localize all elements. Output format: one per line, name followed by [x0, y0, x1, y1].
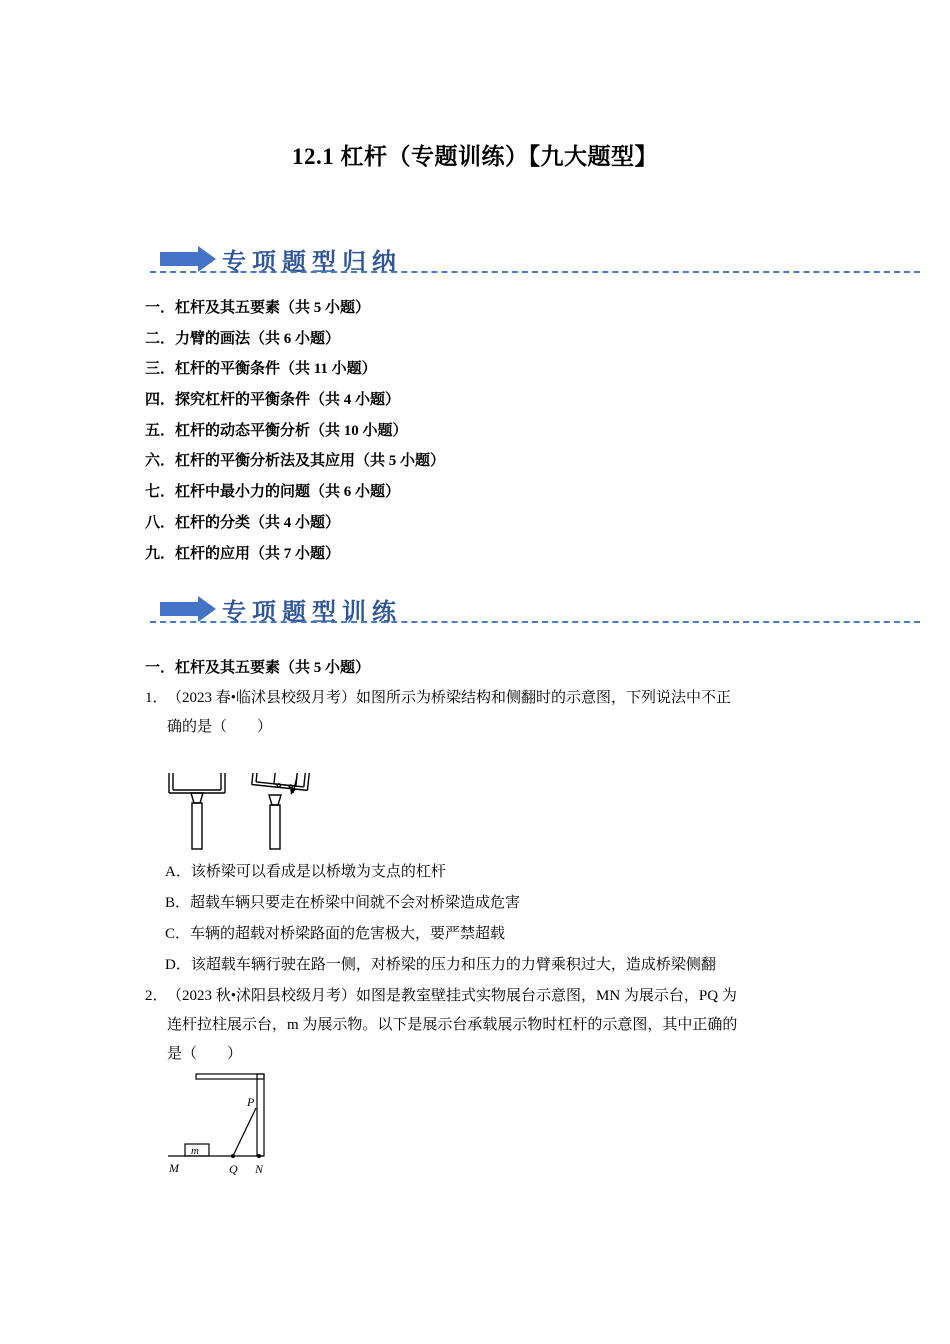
option-d[interactable]: D．该超载车辆行驶在路一侧，对桥梁的压力和压力的力臂乘积过大，造成桥梁侧翻 [165, 957, 716, 973]
label-m: m [191, 1145, 199, 1157]
question-2 [145, 982, 815, 1069]
toc-item[interactable]: 一．杠杆及其五要素（共 5 小题） [145, 300, 371, 316]
option-c[interactable]: C．车辆的超载对桥梁路面的危害极大，要严禁超载 [165, 926, 506, 942]
summary-banner [150, 240, 920, 280]
option-b[interactable]: B．超载车辆只要走在桥梁中间就不会对桥梁造成危害 [165, 895, 521, 911]
arrow-right-icon [160, 596, 218, 622]
option-a[interactable]: A．该桥梁可以看成是以桥墩为支点的杠杆 [165, 864, 446, 880]
arrow-right-icon [160, 246, 218, 272]
label-Q: Q [229, 1162, 238, 1176]
label-p: P [247, 1095, 255, 1109]
question-text: 是（ ） [167, 1046, 243, 1062]
question-number: 1． [145, 690, 168, 706]
banner-divider [150, 271, 920, 273]
toc-item[interactable]: 五．杠杆的动态平衡分析（共 10 小题） [145, 422, 408, 439]
toc-list [145, 296, 445, 572]
training-banner-text: 专项题型训练 [222, 598, 402, 626]
question-text: （2023 春•临沭县校级月考）如图所示为桥梁结构和侧翻时的示意图，下列说法中不正 [167, 690, 732, 706]
page-title: 12.1 杠杆（专题训练）【九大题型】 [292, 144, 658, 169]
question-1 [145, 684, 815, 742]
toc-item[interactable]: 四．探究杠杆的平衡条件（共 4 小题） [145, 392, 401, 409]
question-text: （2023 秋•沭阳县校级月考）如图是教室壁挂式实物展台示意图，MN 为展示台，PQ 为 [167, 988, 737, 1004]
toc-item[interactable]: 七．杠杆中最小力的问题（共 6 小题） [145, 484, 401, 501]
label-M: M [169, 1161, 179, 1175]
summary-banner-text: 专项题型归纳 [222, 248, 402, 276]
section-heading: 一．杠杆及其五要素（共 5 小题） [145, 660, 371, 676]
toc-item[interactable]: 三．杠杆的平衡条件（共 11 小题） [145, 361, 377, 378]
label-N: N [255, 1162, 264, 1176]
question-text: 连杆拉柱展示台，m 为展示物。以下是展示台承载展示物时杠杆的示意图，其中正确的 [167, 1017, 738, 1033]
question-number: 2． [145, 988, 168, 1004]
toc-item[interactable]: 二．力臂的画法（共 6 小题） [145, 330, 341, 347]
toc-item[interactable]: 八．杠杆的分类（共 4 小题） [145, 514, 341, 531]
display-stand-figure [163, 1070, 283, 1178]
toc-item[interactable]: 六．杠杆的平衡分析法及其应用（共 5 小题） [145, 453, 446, 470]
toc-item[interactable]: 九．杠杆的应用（共 7 小题） [145, 545, 341, 562]
question-text: 确的是（ ） [167, 719, 273, 735]
bridge-figure [163, 773, 313, 853]
training-banner [150, 590, 920, 630]
banner-divider [150, 621, 920, 623]
